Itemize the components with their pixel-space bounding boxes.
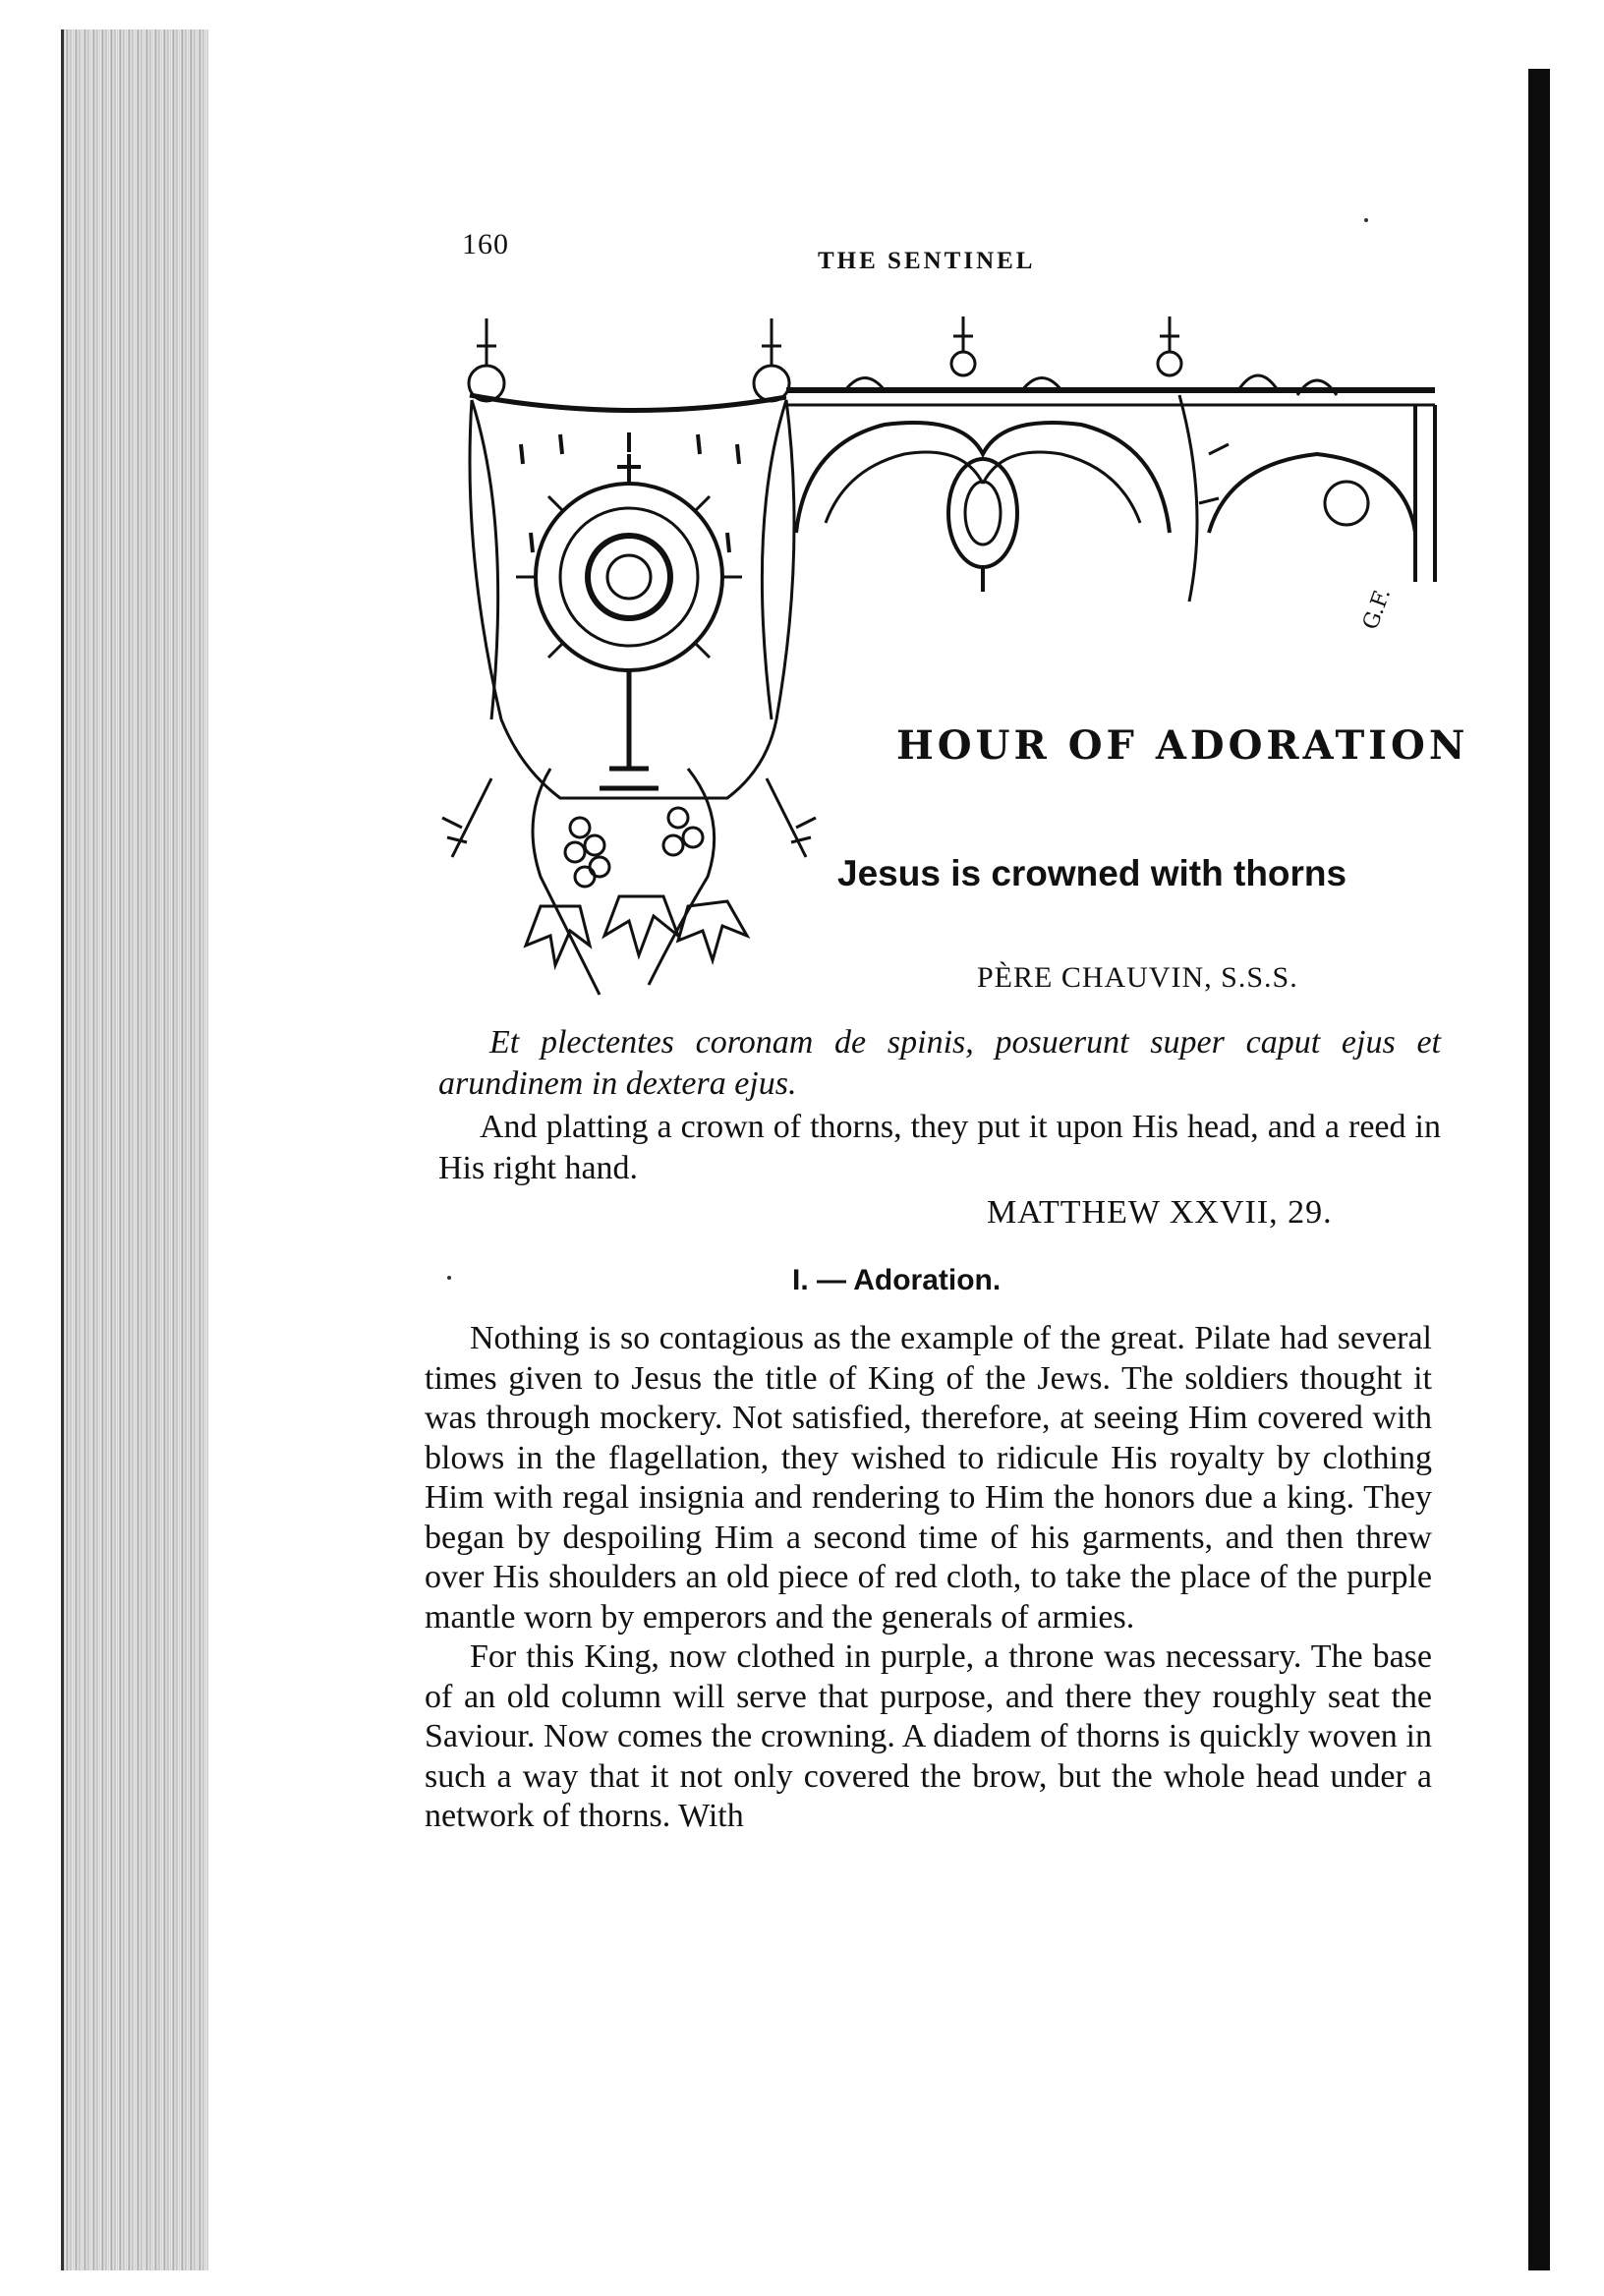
author-byline: PÈRE CHAUVIN, S.S.S. <box>977 961 1298 994</box>
body-text <box>425 1319 1432 1837</box>
epigraph-latin: Et plectentes coronam de spinis, posuerunt super caput ejus et arundinem in dextera ejus. <box>438 1024 1441 1102</box>
subsection-heading: I. — Adoration. <box>792 1264 1002 1296</box>
epigraph-translation: And platting a crown of thorns, they put it upon His head, and a reed in His right hand. <box>438 1109 1441 1186</box>
chapter-title: Jesus is crowned with thorns <box>837 853 1347 893</box>
stacked-page-edges <box>61 29 211 2270</box>
facing-page-edge <box>1550 69 1604 2270</box>
paragraph: For this King, now clothed in purple, a throne was necessary. The base of an old column will serve that purpose, and there they roughly seat the Saviour. Now comes the crowning. A diadem of thorns is quickly woven in such a way that it not only covered the brow, but the whole head under a network of thorns. With <box>425 1638 1432 1834</box>
book-gutter-edge <box>1528 69 1550 2270</box>
paper-speck <box>1364 218 1368 222</box>
running-title: THE SENTINEL <box>818 248 1036 274</box>
svg-text:G.F.: G.F. <box>1358 585 1397 634</box>
epigraph-citation: MATTHEW XXVII, 29. <box>987 1194 1333 1231</box>
paragraph: Nothing is so contagious as the example of the great. Pilate had several times given to Jesus the title of King of the Jews. The soldiers thought it was through mockery. Not satisfied, therefore, at seeing Him covered with blows in the flagellation, they wished to ridicule His royalty by clothing Him with regal insignia and rendering to Him the honors due a king. They began by despoiling Him a second time of his garments, and then threw over His shoulders an old piece of red cloth, to take the place of the purple mantle worn by emperors and the generals of armies. <box>425 1320 1432 1636</box>
section-heading: HOUR OF ADORATION <box>896 722 1469 769</box>
page-number: 160 <box>462 228 509 260</box>
monstrance-banner-gothic-ornament-icon <box>432 307 1445 1034</box>
paper-speck <box>447 1276 451 1280</box>
